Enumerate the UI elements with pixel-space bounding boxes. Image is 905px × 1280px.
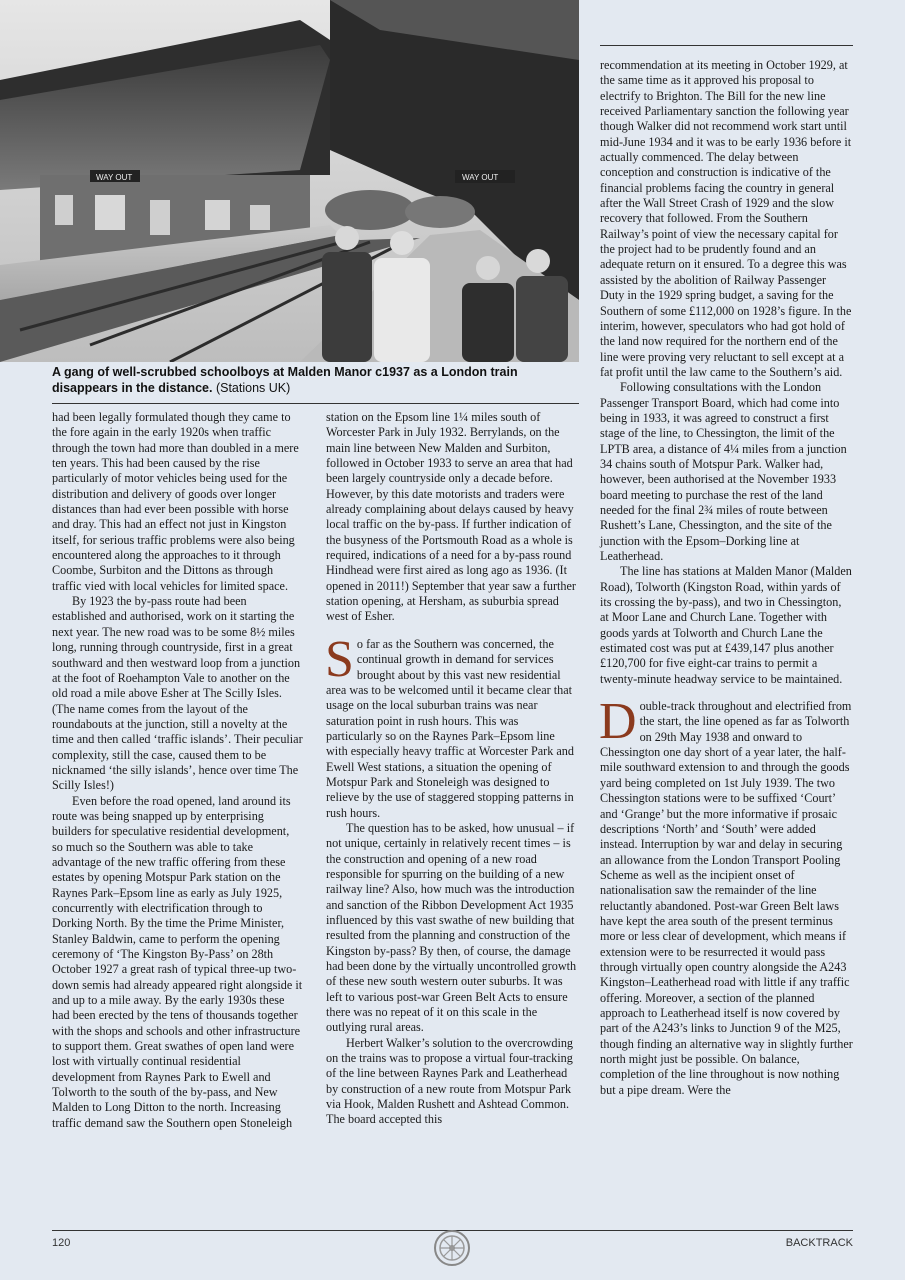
station-photo-drawing <box>0 0 579 362</box>
way-out-sign-left: WAY OUT <box>96 173 133 182</box>
col2-paragraph-1: station on the Epsom line 1¼ miles south of Worcester Park in July 1932. Berrylands, on the main line between New Malden and Surbiton, followed in October 1933 to serve an area that had been largely countryside only a decade before. However, by this date motorists and traders were already complaining about delays caused by heavy local traffic on the by-pass. If further indication of the busyness of the Portsmouth Road as a whole is required, indications of a need for a by-pass round Hindhead were first aired as long ago as 1936. (It opened in 2011!) September that year saw a further station opening, at Hersham, as suburbia spread west of Esher. <box>326 410 576 624</box>
top-right-rule <box>600 45 853 46</box>
col2-paragraph-2 <box>325 630 577 821</box>
col2-paragraph-3: The question has to be asked, how unusual – if not unique, certainly in relatively recent times – is the construction and opening of a new road responsible for spurring on the building of a new railway line? Also, how much was the introduction and sanction of the Ribbon Development Act 1935 influenced by this vast swathe of new building that resulted from the planning and construction of the Kingston by-pass? By then, of course, the damage had been done by the virtually uncontrolled growth of these new south western outer suburbs. It was left to various post-war Green Belt Acts to ensure there was no repeat of it on this scale in the outlying rural areas. <box>326 820 577 1035</box>
col3-paragraph-4 <box>599 693 853 1098</box>
station-photo <box>0 0 579 362</box>
col3-paragraph-3: The line has stations at Malden Manor (Malden Road), Tolworth (Kingston Road, within yards of its crossing the by-pass), and two in Chessington, at Moor Lane and Church Lane. Together with goods yards at Tolworth and Church Lane the estimated cost was put at £439,147 plus another £120,700 for five eight-car trains to permit a twenty-minute headway service to be maintained. <box>600 564 852 686</box>
caption-text: A gang of well-scrubbed schoolboys at Malden Manor c1937 as a London train disappears in the distance. <box>52 365 518 395</box>
caption-credit: (Stations UK) <box>215 381 291 395</box>
drop-cap-s: S <box>325 630 354 688</box>
page-number: 120 <box>52 1237 71 1249</box>
text-column-2 <box>326 410 577 1128</box>
col2-paragraph-2-text: o far as the Southern was concerned, the continual growth in demand for services brought about by this vast new residential area was to be welcomed until it became clear that usage on the local suburban trains was near saturation point in rush hours. This was particularly so on the Raynes Park–Epsom line with especially heavy traffic at Worcester Park and Ewell West stations, a situation the opening of Motspur Park and Stoneleigh was designed to relieve by the use of staggered stopping patterns in rush hours. <box>326 636 574 820</box>
caption-rule <box>52 403 579 404</box>
col1-paragraph-3: Even before the road opened, land around its route was being snapped up by enterprising builders for speculative residential development, so much so the Southern was able to take advantage of the new traffic offering from these estates by opening Motspur Park station on the Raynes Park–Epsom line as early as July 1925, concurrently with electrification through to Dorking North. By the time the Prime Minister, Stanley Baldwin, came to perform the opening ceremony of ‘The Kingston By-Pass’ on 28th October 1927 a great rash of typical three-up two-down semis had already appeared right alongside it and up to a mile away. By the early 1930s these had been erected by the tens of thousands together with the shops and schools and other infrastructure to support them. Great swathes of open land were lost with virtually continual residential development from Raynes Park to Ewell and Tolworth to the south of the by-pass, and New Malden to Long Ditton to the north. Increasing traffic demand saw the Southern open Stoneleigh <box>52 793 303 1130</box>
text-column-3 <box>600 58 853 1098</box>
col3-paragraph-4-text: ouble-track throughout and electrified from the start, the line opened as far as Tolworth on 29th May 1938 and onward to Chessington one day short of a year later, the half-mile southward extension to and through the goods yard being completed on 1st July 1939. The two Chessington stations were to be suffixed ‘Court’ and ‘Grange’ but the more informative if prosaic descriptions ‘North’ and ‘South’ were added instead. Interruption by war and delay in securing an allowance from the London Transport Pooling Scheme as well as the incipient onset of nationalisation saw the remainder of the line reluctantly abandoned. Post-war Green Belt laws have kept the area south of the present terminus more or less clear of development, which means if extension were to be resurrected it would pass through virtually open country alongside the A243 Kingston–Leatherhead road with little if any traffic offering. Moreover, a section of the planned approach to Leatherhead itself is now covered by part of the A243’s links to Junction 9 of the M25, though finding an alternative way in slightly further north might just be possible. On balance, completion of the line throughout is now nothing but a pipe dream. Were the <box>600 699 853 1097</box>
way-out-sign-right: WAY OUT <box>462 173 499 182</box>
wheel-logo-icon <box>433 1229 471 1267</box>
col1-paragraph-1: had been legally formulated though they came to the fore again in the early 1920s when traffic through the town had more than doubled in a mere ten years. This had been caused by the rise particularly of motor vehicles being used for the distribution and delivery of goods over longer distances than had ever been possible with horse and dray. This had an effect not just in Kingston itself, for serious traffic problems were also being encountered along the approaches to it through Coombe, Surbiton and the Dittons as through traffic vied with local vehicles for limited space. <box>52 410 299 593</box>
col3-paragraph-1: recommendation at its meeting in October 1929, at the same time as it approved his proposal to electrify to Brighton. The Bill for the new line received Parliamentary sanction the following year though Walker did not recommend work start until mid-June 1934 and it was to be early 1936 before it actually commenced. The delay between conception and construction is indicative of the financial problems facing the country in general after the Wall Street Crash of 1929 and the slow recovery that followed. From the Southern Railway’s point of view the necessary capital for the project had to be prudently found and an adequate return on it ensured. To a degree this was assisted by the abolition of Railway Passenger Duty in the 1929 spring budget, a saving for the Southern of some £112,000 on 1928’s figure. In the interim, however, speculators who had got hold of the land now required for the northern end of the line were proving very reluctant to sell except at a fat profit until the law came to the Southern’s aid. <box>600 58 852 379</box>
photo-caption <box>52 364 572 396</box>
drop-cap-d: D <box>599 693 637 751</box>
text-column-1 <box>52 410 303 1131</box>
magazine-name: BACKTRACK <box>785 1237 853 1249</box>
col3-paragraph-2: Following consultations with the London Passenger Transport Board, which had come into being in 1933, it was agreed to construct a first stage of the line, to Chessington, the limit of the LPTB area, a distance of 4¼ miles from a junction 34 chains south of Motspur Park. Walker had, however, been authorised at the November 1933 board meeting to purchase the rest of the land needed for the final 2¾ miles of route between Rushett’s Lane, Chessington, and the site of the junction with the Epsom–Dorking line at Leatherhead. <box>600 380 847 563</box>
col2-paragraph-4: Herbert Walker’s solution to the overcrowding on the trains was to propose a virtual four-tracking of the line between Raynes Park and Leatherhead by construction of a new route from Motspur Park via Hook, Malden Rushett and Ashtead Common. The board accepted this <box>326 1035 574 1127</box>
col1-paragraph-2: By 1923 the by-pass route had been established and authorised, work on it starting the next year. The new road was to be some 8½ miles long, running through countryside, first in a great southward and then westward loop from a junction at the foot of Roehampton Vale to another on the old road a mile above Esher at The Scilly Isles. (The name comes from the layout of the roundabouts at the junction, still a novelty at the time and then called ‘traffic islands’. Their peculiar complexity, still the case, caused them to be nicknamed ‘the silly islands’, hence over time The Scilly Isles!) <box>52 594 303 793</box>
